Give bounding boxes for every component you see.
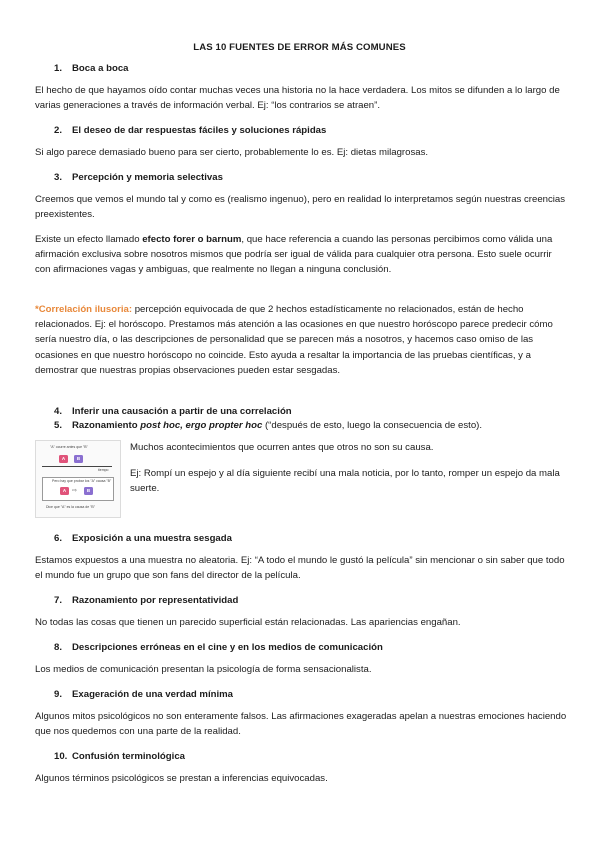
heading-8-text: Descripciones erróneas en el cine y en los medios de comunicación	[72, 642, 383, 653]
heading-5-latin: post hoc, ergo propter hoc	[140, 420, 263, 431]
diagram-time-axis	[42, 466, 112, 467]
paragraph-3b	[35, 232, 567, 278]
heading-3-text: Percepción y memoria selectivas	[72, 172, 223, 183]
heading-2	[54, 124, 326, 138]
heading-8-number: 8.	[54, 642, 63, 653]
paragraph-2: Si algo parece demasiado bueno para ser cierto, probablemente lo es. Ej: dietas milagrosas.	[35, 147, 429, 158]
page-title: LAS 10 FUENTES DE ERROR MÁS COMUNES	[193, 42, 406, 53]
heading-5	[54, 419, 482, 433]
diagram-box-a-bottom: A	[60, 487, 69, 495]
heading-7-number: 7.	[54, 595, 63, 606]
paragraph-5a: Muchos acontecimientos que ocurren antes que otros no son su causa.	[130, 442, 434, 453]
heading-6-text: Exposición a una muestra sesgada	[72, 533, 232, 544]
heading-4-text: Inferir una causación a partir de una correlación	[72, 406, 292, 417]
diagram-axis-label: tiempo	[98, 468, 109, 472]
heading-5-number: 5.	[54, 420, 63, 431]
post-hoc-diagram	[35, 440, 121, 518]
diagram-top-caption: "A" ocurre antes que "B"	[50, 445, 88, 449]
heading-10-number: 10.	[54, 751, 68, 762]
heading-3-number: 3.	[54, 172, 63, 183]
heading-6	[54, 532, 232, 546]
diagram-mid-caption: Pero hay que probar los "A" causa "B"	[52, 479, 112, 483]
heading-3	[54, 171, 223, 185]
heading-5-text-a: Razonamiento	[72, 420, 141, 431]
diagram-box-b-top: B	[74, 455, 83, 463]
diagram-box-a-top: A	[59, 455, 68, 463]
heading-1	[54, 62, 129, 76]
heading-2-number: 2.	[54, 125, 63, 136]
paragraph-10: Algunos términos psicológicos se prestan a inferencias equivocadas.	[35, 773, 328, 784]
heading-10	[54, 750, 185, 764]
diagram-bottom-caption: Dice que "A" es la causa de "B"	[46, 505, 95, 509]
heading-1-text: Boca a boca	[72, 63, 129, 74]
barnum-effect-term: efecto forer o barnum	[142, 234, 242, 245]
paragraph-8: Los medios de comunicación presentan la psicología de forma sensacionalista.	[35, 664, 372, 675]
paragraph-6: Estamos expuestos a una muestra no aleatoria. Ej: “A todo el mundo le gustó la película” sin mencionar o sin saber que todo el mundo fue un grupo que son fans del director de la película.	[35, 555, 565, 582]
paragraph-1: El hecho de que hayamos oído contar muchas veces una historia no la hace verdadera. Los mitos se difunden a lo largo de varias generaciones a través de información verbal. Ej: “los contrarios se atraen”.	[35, 85, 560, 112]
heading-2-text: El deseo de dar respuestas fáciles y soluciones rápidas	[72, 125, 327, 136]
heading-7	[54, 594, 238, 608]
heading-7-text: Razonamiento por representatividad	[72, 595, 239, 606]
paragraph-5b: Ej: Rompí un espejo y al día siguiente recibí una mala noticia, por lo tanto, romper un espejo da mala suerte.	[130, 468, 560, 495]
heading-5-text-c: (“después de esto, luego la consecuencia de esto).	[262, 420, 483, 431]
heading-9-number: 9.	[54, 689, 63, 700]
heading-9-text: Exageración de una verdad mínima	[72, 689, 234, 700]
heading-10-text: Confusión terminológica	[72, 751, 185, 762]
heading-1-number: 1.	[54, 63, 63, 74]
paragraph-3c-text: percepción equivocada de que 2 hechos estadísticamente no relacionados, están de hecho relacionados. Ej: el horóscopo. Prestamos más atención a las ocasiones en que nuestro horóscopo parece predecir cómo sería nuestro día, o las descripciones de personalidad que se parecen más a nosotros, y hacemos caso omiso de las ocasiones en que nuestro horóscopo no coincide. Esto ayuda a resaltar la importancia de las pruebas científicas, y a demostrar que nuestras propias observaciones pueden estar sesgadas.	[35, 304, 553, 376]
paragraph-3c	[35, 302, 567, 378]
heading-6-number: 6.	[54, 533, 63, 544]
heading-8	[54, 641, 383, 655]
heading-4-number: 4.	[54, 406, 63, 417]
paragraph-7: No todas las cosas que tienen un parecido superficial están relacionadas. Las apariencias engañan.	[35, 617, 461, 628]
paragraph-3b-start: Existe un efecto llamado	[35, 234, 143, 245]
paragraph-9: Algunos mitos psicológicos no son enteramente falsos. Las afirmaciones exageradas apelan a nuestras emociones haciendo que nos quedemos con una parte de la realidad.	[35, 711, 567, 738]
diagram-arrow-icon: ⇨	[72, 488, 78, 494]
heading-4	[54, 405, 292, 419]
illusory-correlation-label: *Correlación ilusoria:	[35, 304, 133, 315]
diagram-box-b-bottom: B	[84, 487, 93, 495]
paragraph-3a: Creemos que vemos el mundo tal y como es (realismo ingenuo), pero en realidad lo interpretamos según nuestras creencias preexistentes.	[35, 194, 566, 221]
paragraph-3b-end: , que hace referencia a cuando las personas percibimos como válida una afirmación exclusiva sobre nosotros mismos que podría ser igual de válida para cualquier otra persona. Esto suele ocurrir con afirmaciones vagas y ambiguas, que realmente no llegan a ninguna conclusión.	[35, 234, 553, 276]
heading-9	[54, 688, 233, 702]
